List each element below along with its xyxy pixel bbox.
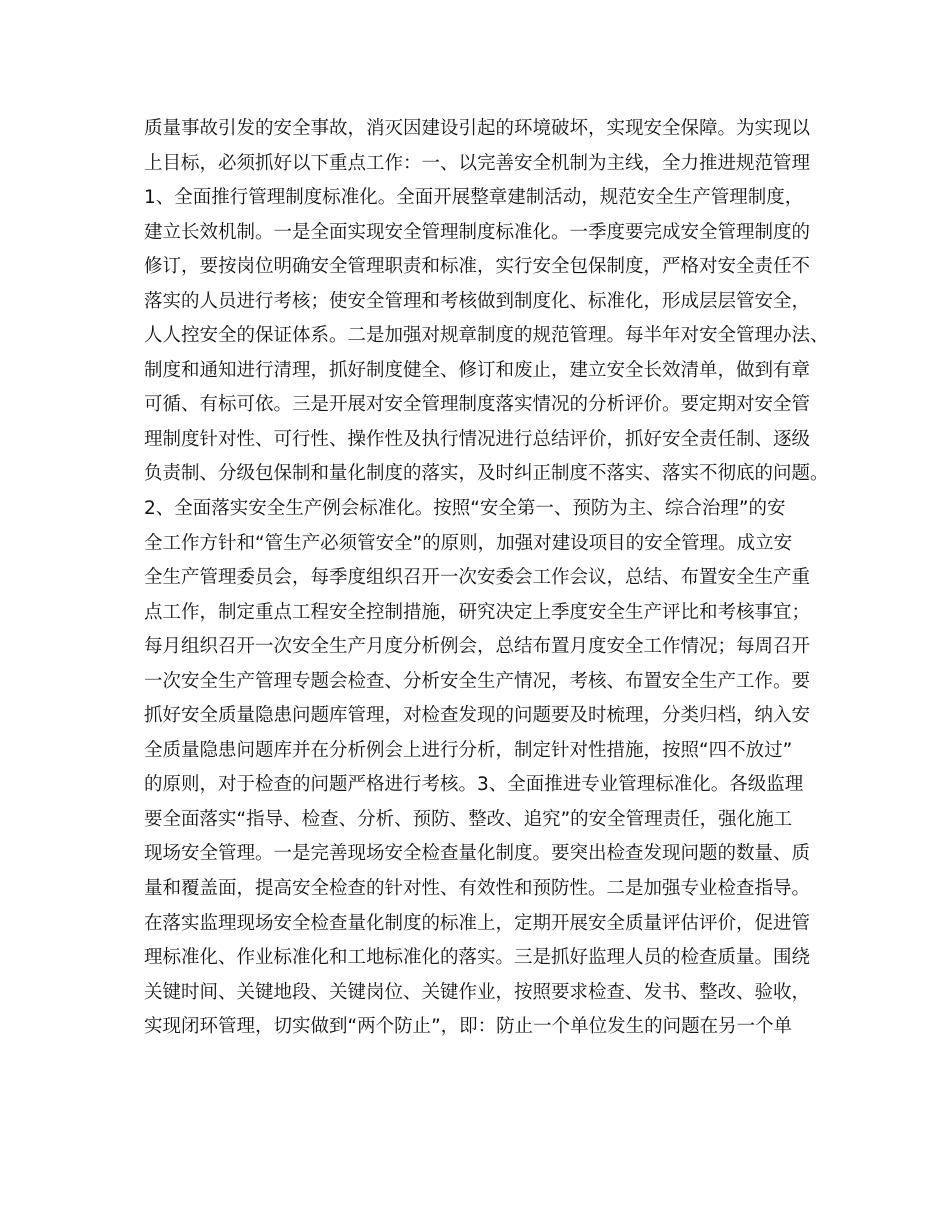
text-line: 点工作，制定重点工程安全控制措施，研究决定上季度安全生产评比和考核事宜； <box>144 601 811 623</box>
text-line: 一次安全生产管理专题会检查、分析安全生产情况，考核、布置安全生产工作。要 <box>144 670 811 692</box>
text-line: 可循、有标可依。三是开展对安全管理制度落实情况的分析评价。要定期对安全管 <box>144 394 811 416</box>
text-line: 实现闭环管理，切实做到“两个防止”，即：防止一个单位发生的问题在另一个单 <box>144 1016 793 1038</box>
text-line: 制度和通知进行清理，抓好制度健全、修订和废止，建立安全长效清单，做到有章 <box>144 359 811 381</box>
text-line: 现场安全管理。一是完善现场安全检查量化制度。要突出检查发现问题的数量、质 <box>144 843 811 865</box>
text-line: 在落实监理现场安全检查量化制度的标准上，定期开展安全质量评估评价，促进管 <box>144 912 811 934</box>
text-line: 抓好安全质量隐患问题库管理，对检查发现的问题要及时梳理，分类归档，纳入安 <box>144 705 811 727</box>
text-line: 1、全面推行管理制度标准化。全面开展整章建制活动，规范安全生产管理制度， <box>144 187 804 209</box>
text-line: 每月组织召开一次安全生产月度分析例会，总结布置月度安全工作情况；每周召开 <box>144 636 811 658</box>
text-line: 建立长效机制。一是全面实现安全管理制度标准化。一季度要完成安全管理制度的 <box>144 221 811 243</box>
text-line: 的原则，对于检查的问题严格进行考核。3、全面推进专业管理标准化。各级监理 <box>144 774 804 796</box>
text-line: 2、全面落实安全生产例会标准化。按照“安全第一、预防为主、综合治理”的安 <box>144 498 786 520</box>
text-line: 修订，要按岗位明确安全管理职责和标准，实行安全包保制度，严格对安全责任不 <box>144 256 811 278</box>
text-line: 全工作方针和“管生产必须管安全”的原则，加强对建设项目的安全管理。成立安 <box>144 532 793 554</box>
text-line: 关键时间、关键地段、关键岗位、关键作业，按照要求检查、发书、整改、验收， <box>144 981 811 1003</box>
body-text <box>144 112 829 1045</box>
text-line: 全质量隐患问题库并在分析例会上进行分析，制定针对性措施，按照“四不放过” <box>144 739 793 761</box>
text-line: 质量事故引发的安全事故，消灭因建设引起的环境破坏，实现安全保障。为实现以 <box>144 118 811 139</box>
text-line: 量和覆盖面，提高安全检查的针对性、有效性和预防性。二是加强专业检查指导。 <box>144 878 811 900</box>
text-line: 理标准化、作业标准化和工地标准化的落实。三是抓好监理人员的检查质量。围绕 <box>144 947 811 969</box>
text-line: 要全面落实“指导、检查、分析、预防、整改、追究”的安全管理责任，强化施工 <box>144 808 793 830</box>
text-line: 理制度针对性、可行性、操作性及执行情况进行总结评价，抓好安全责任制、逐级 <box>144 428 811 450</box>
text-line: 上目标，必须抓好以下重点工作：一、以完善安全机制为主线，全力推进规范管理 <box>144 152 811 174</box>
text-line: 负责制、分级包保制和量化制度的落实，及时纠正制度不落实、落实不彻底的问题。 <box>144 463 829 485</box>
text-line: 落实的人员进行考核；使安全管理和考核做到制度化、标准化，形成层层管安全， <box>144 290 811 312</box>
text-line: 全生产管理委员会，每季度组织召开一次安委会工作会议，总结、布置安全生产重 <box>144 567 811 589</box>
text-line: 人人控安全的保证体系。二是加强对规章制度的规范管理。每半年对安全管理办法、 <box>144 325 829 347</box>
